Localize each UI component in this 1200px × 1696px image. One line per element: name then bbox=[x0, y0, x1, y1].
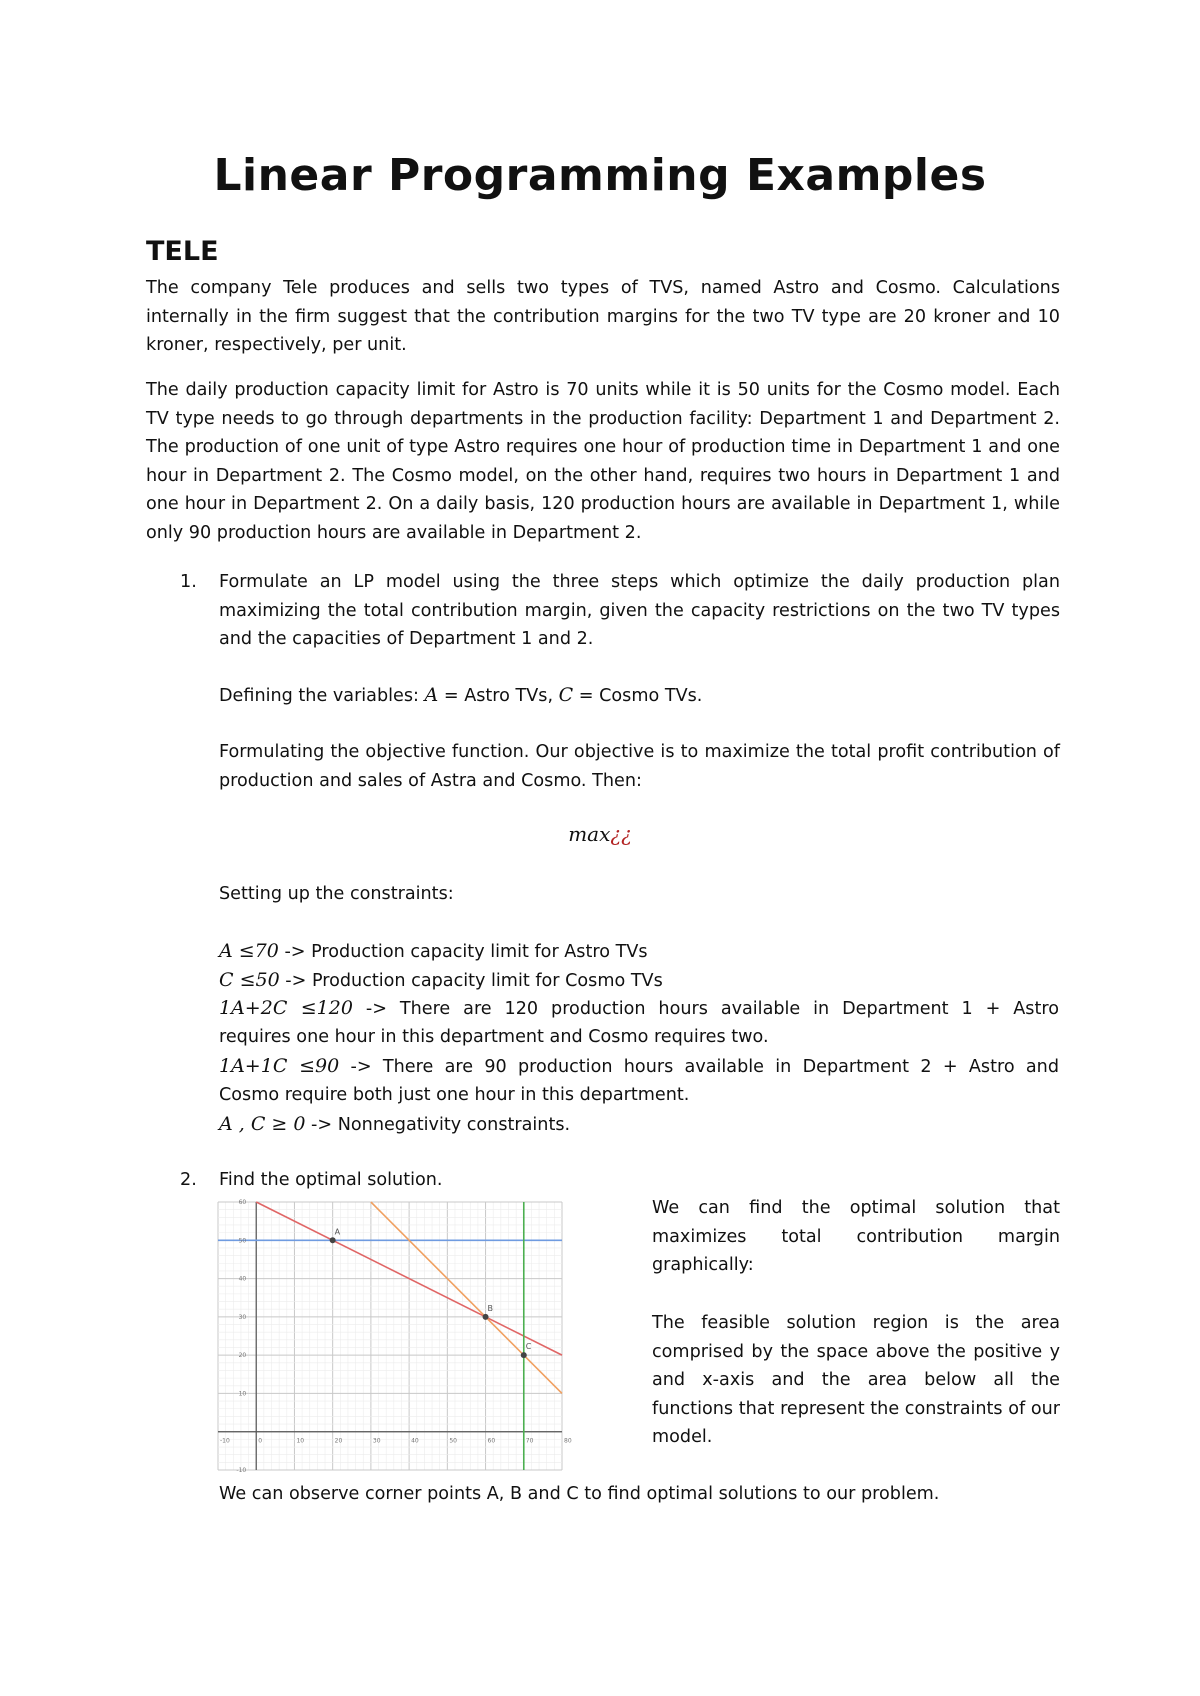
graph-explanation-2-text: The feasible solution region is the area comprised by the space above the positive y and x-axis and the area below all the functions that represent the constraints of our model. bbox=[652, 1313, 1060, 1448]
conclusion-text: We can observe corner points A, B and C to find optimal solutions to our problem. bbox=[219, 1484, 940, 1504]
constraint-3-continued: requires one hour in this department and Cosmo requires two. bbox=[219, 1027, 769, 1047]
list-number-2: 2. bbox=[180, 1170, 197, 1190]
constraint-3-math: 1A+2C ≤120 bbox=[219, 997, 353, 1019]
constraint-5-text: -> Nonnegativity constraints. bbox=[305, 1115, 571, 1135]
max-glyphs: ¿¿ bbox=[610, 822, 632, 846]
constraint-3 bbox=[219, 994, 1059, 1024]
x-tick-label: -10 bbox=[220, 1437, 230, 1445]
corner-point-label: C bbox=[525, 1342, 532, 1352]
constraint-3-text: -> There are 120 production hours available in Department 1 + Astro bbox=[352, 999, 1059, 1019]
y-tick-label: 50 bbox=[238, 1237, 247, 1245]
lp-graph bbox=[210, 1196, 572, 1478]
x-tick-label: 0 bbox=[258, 1437, 263, 1445]
graph-explanation-2 bbox=[652, 1309, 1060, 1452]
graph-explanation-1 bbox=[652, 1194, 1060, 1280]
constraint-1 bbox=[219, 937, 648, 967]
objective-text: Formulating the objective function. Our objective is to maximize the total profit contribution of production and sales of Astra and Cosmo. Then: bbox=[219, 742, 1060, 791]
constraint-4-math: 1A+1C ≤90 bbox=[219, 1055, 340, 1077]
x-tick-label: 50 bbox=[449, 1437, 457, 1445]
item1-text: Formulate an LP model using the three steps which optimize the daily production plan maximizing the total contribution margin, given the capacity restrictions on the two TV types and the capacities of Department 1 and 2. bbox=[219, 572, 1060, 650]
section-heading: TELE bbox=[146, 236, 219, 267]
y-tick-label: 30 bbox=[238, 1313, 247, 1321]
x-tick-label: 10 bbox=[296, 1437, 305, 1445]
constraint-4-text: -> There are 90 production hours available in Department 2 + Astro and bbox=[339, 1057, 1059, 1077]
y-tick-label: 60 bbox=[238, 1199, 247, 1206]
intro-paragraph: The company Tele produces and sells two types of TVS, named Astro and Cosmo. Calculations internally in the firm suggest that the contribution margins for the two TV type are 20 kroner and 10 kroner, respectively, per unit. bbox=[146, 278, 1060, 356]
y-tick-label: 10 bbox=[238, 1390, 247, 1398]
x-tick-label: 80 bbox=[564, 1437, 572, 1445]
capacity-paragraph: The daily production capacity limit for Astro is 70 units while it is 50 units for the Cosmo model. Each TV type needs to go through departments in the production facility: Department 1 and Department 2. The production of one unit of type Astro requires one hour of production time in Department 1 and one hour in Department 2. The Cosmo model, on the other hand, requires two hours in Department 1 and one hour in Department 2. On a daily basis, 120 production hours are available in Department 1, while only 90 production hours are available in Department 2. bbox=[146, 380, 1060, 543]
constraint-1-text: -> Production capacity limit for Astro TVs bbox=[278, 942, 648, 962]
corner-point-label: B bbox=[487, 1303, 494, 1313]
graph-explanation-1-text: We can find the optimal solution that maximizes total contribution margin graphically: bbox=[652, 1198, 1060, 1276]
x-tick-label: 40 bbox=[411, 1437, 419, 1445]
corner-point-a bbox=[330, 1237, 336, 1243]
variables-definition bbox=[219, 681, 702, 711]
corner-point-label: A bbox=[334, 1227, 341, 1237]
x-tick-label: 60 bbox=[487, 1437, 496, 1445]
constraint-5 bbox=[219, 1110, 570, 1140]
x-tick-label: 20 bbox=[334, 1437, 343, 1445]
var-c: C bbox=[558, 684, 574, 706]
objective-expression bbox=[0, 822, 1200, 846]
item2-heading: Find the optimal solution. bbox=[219, 1170, 443, 1190]
corner-point-b bbox=[483, 1314, 489, 1320]
constraint-5-math: A , C ≥ 0 bbox=[219, 1113, 306, 1135]
defining-prefix: Defining the variables: bbox=[219, 686, 425, 706]
max-word: max bbox=[568, 822, 611, 846]
y-tick-label: 40 bbox=[238, 1275, 247, 1283]
constraint-2-math: C ≤50 bbox=[219, 969, 280, 991]
corner-point-c bbox=[521, 1352, 527, 1358]
x-tick-label: 70 bbox=[525, 1437, 534, 1445]
page-title: Linear Programming Examples bbox=[213, 150, 987, 201]
var-a-desc: = Astro TVs, bbox=[438, 686, 559, 706]
list-number-1: 1. bbox=[180, 572, 197, 592]
var-a: A bbox=[424, 684, 439, 706]
y-tick-label: -10 bbox=[236, 1467, 247, 1474]
var-c-desc: = Cosmo TVs. bbox=[573, 686, 703, 706]
constraint-2-text: -> Production capacity limit for Cosmo TVs bbox=[279, 971, 663, 991]
x-tick-label: 30 bbox=[372, 1437, 381, 1445]
constraints-heading: Setting up the constraints: bbox=[219, 884, 454, 904]
constraint-1-math: A ≤70 bbox=[219, 940, 279, 962]
y-tick-label: 20 bbox=[238, 1352, 247, 1360]
constraint-4 bbox=[219, 1052, 1059, 1082]
constraint-2 bbox=[219, 966, 663, 996]
constraint-4-continued: Cosmo require both just one hour in this department. bbox=[219, 1085, 690, 1105]
